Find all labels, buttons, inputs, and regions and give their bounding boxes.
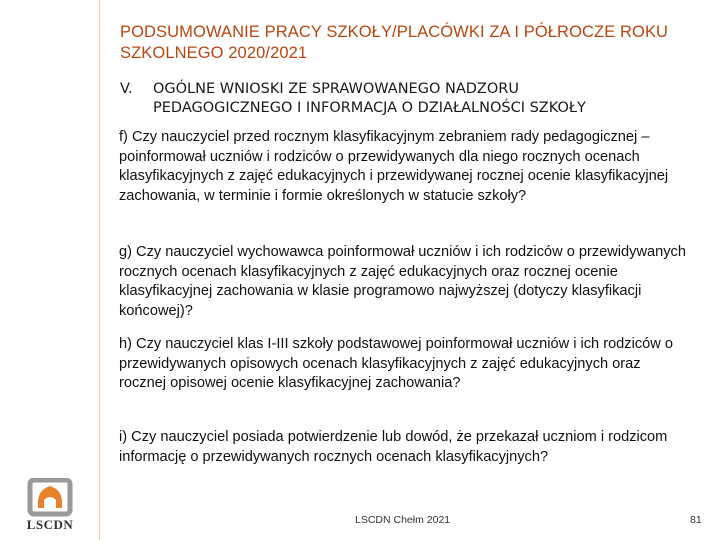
question-h: h) Czy nauczyciel klas I-III szkoły podstawowej poinformował uczniów i ich rodziców o przewidywanych opisowych ocenach klasyfikacyjnych z zajęć edukacyjnych oraz rocznej opisowej ocenie klasyfikacyjnej zachowania? [119,336,673,392]
question-i: i) Czy nauczyciel posiada potwierdzenie lub dowód, że przekazał uczniom i rodzicom informację o przewidywanych rocznych ocenach klasyfikacyjnych? [119,429,668,465]
left-divider-line [99,0,100,540]
question-f: f) Czy nauczyciel przed rocznym klasyfikacyjnym zebraniem rady pedagogicznej – poinformował uczniów i rodziców o przewidywanych dla niego rocznych ocenach klasyfikacyjnych z zajęć edukacyjnych i przewidywanej rocznej ocenie klasyfikacyjnej zachowania, w terminie i formie określonych w statucie szkoły? [119,129,669,204]
section-heading [120,80,700,118]
slide-title: PODSUMOWANIE PRACY SZKOŁY/PLACÓWKI ZA I PÓŁROCZE ROKU SZKOLNEGO 2020/2021 [120,23,669,62]
question-g: g) Czy nauczyciel wychowawca poinformował uczniów i ich rodziców o przewidywanych rocznych ocenach klasyfikacyjnych z zajęć edukacyjnych oraz rocznej ocenie klasyfikacyjnej zachowania w klasie programowo najwyższej (dotyczy klasyfikacji końcowej)? [119,244,686,319]
footer-center-text: LSCDN Chełm 2021 [355,514,451,526]
page-number: 81 [690,514,702,526]
logo-text: LSCDN [26,517,74,532]
section-text: OGÓLNE WNIOSKI ZE SPRAWOWANEGO NADZORU PEDAGOGICZNEGO I INFORMACJA O DZIAŁALNOŚCI SZKOŁY [153,81,586,116]
section-number: V. [120,81,133,97]
